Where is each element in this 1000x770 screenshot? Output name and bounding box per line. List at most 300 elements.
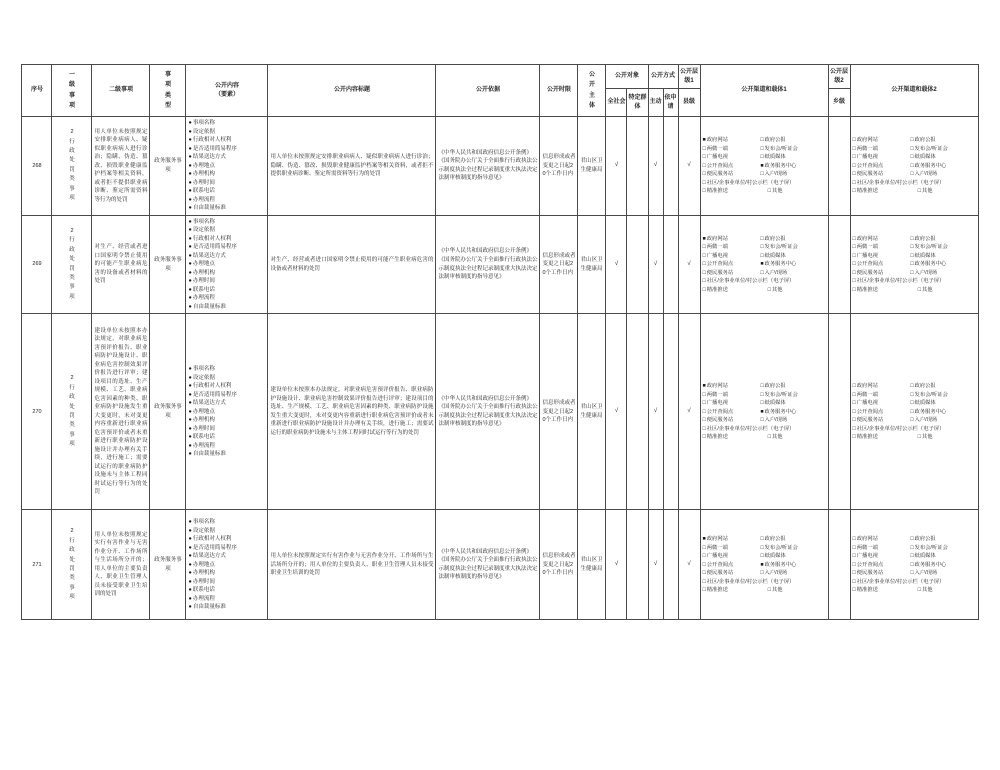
checkbox-unchecked-icon: □ (852, 278, 856, 285)
channel-option-label: 发布会/听证会 (914, 391, 948, 398)
content-element-label: 结果送达方式 (192, 553, 226, 560)
bullet-icon: ● (188, 544, 192, 551)
channel-option (702, 252, 764, 260)
checkbox-unchecked-icon: □ (760, 544, 764, 551)
checkbox-unchecked-icon: □ (767, 587, 771, 594)
channel-option (910, 243, 975, 251)
checkbox-unchecked-icon: □ (852, 391, 856, 398)
content-element (188, 416, 265, 425)
channel-option (768, 286, 826, 294)
checkbox-unchecked-icon: □ (852, 383, 856, 390)
bullet-icon: ● (188, 286, 192, 293)
channel-option (760, 561, 825, 569)
channel-option-label: 政府网站 (856, 383, 878, 390)
channel-option (910, 170, 975, 178)
channel-option-label: 两微一端 (706, 544, 728, 551)
checkbox-unchecked-icon: □ (852, 400, 856, 407)
channel-option-label: 广播电视 (856, 252, 878, 259)
checkbox-unchecked-icon: □ (917, 286, 921, 293)
cell-content-elements (186, 510, 268, 620)
cell-check-method-active (648, 510, 663, 620)
cell-basis (436, 314, 540, 510)
channel-option (910, 382, 975, 390)
cell-serial: 271 (22, 510, 52, 620)
bullet-icon: ● (188, 578, 192, 585)
cell-secondary-item: 用人单位未按照规定安排职业病病人、疑似职业病病人进行诊治；隐瞒、伪造、篡改、损毁职业健康监护档案等相关资料，或者拒不提供职业病诊断、鉴定所需资料等行为的处罚 (92, 117, 150, 216)
channel-option (768, 433, 826, 441)
channel-option-label: 公开查阅点 (856, 561, 884, 568)
channel-option (910, 153, 975, 161)
channel-option (910, 544, 975, 552)
content-element (188, 145, 265, 154)
content-element-label: 联系电话 (192, 587, 215, 594)
channel-option-label: 两微一端 (856, 391, 878, 398)
content-element-label: 设定依据 (192, 527, 215, 534)
channel-option (702, 243, 764, 251)
cell-check-county-level (678, 314, 700, 510)
channel-option-label: 政府网站 (856, 235, 878, 242)
cell-check-method-request (663, 117, 678, 216)
content-element-label: 自由裁量标准 (192, 303, 226, 310)
channel-checkbox-list (853, 235, 976, 294)
col-header-serial: 序号 (22, 65, 52, 117)
channel-option (703, 586, 768, 594)
channel-option-label: 政务服务中心 (764, 561, 797, 568)
cell-check-method-active (648, 314, 663, 510)
channel-option-label: 发布会/听证会 (914, 145, 948, 152)
cell-channels-2 (850, 215, 978, 314)
channel-option (703, 187, 768, 195)
bullet-icon: ● (188, 145, 192, 152)
cell-check-township-level (828, 314, 850, 510)
content-element (188, 170, 265, 179)
col-header-target-all: 全社会 (606, 89, 627, 117)
channel-option (852, 391, 914, 399)
content-element (188, 235, 265, 244)
channel-option-label: 广播电视 (856, 553, 878, 560)
col-header-basis: 公开依据 (436, 65, 540, 117)
channel-option (703, 277, 826, 285)
channel-option-label: 政府网站 (706, 235, 728, 242)
channel-option-label: 便民服务站 (856, 171, 884, 178)
channel-option (852, 535, 914, 543)
channel-option-label: 入户/现场 (914, 171, 938, 178)
channel-option-label: 入户/现场 (764, 570, 788, 577)
channel-option (910, 391, 975, 399)
channel-option-label: 政府公报 (764, 536, 786, 543)
basis-document: 《中华人民共和国政府信息公开条例》 (438, 548, 532, 555)
content-element-label: 办理机构 (192, 417, 215, 424)
bullet-icon: ● (188, 269, 192, 276)
checkbox-unchecked-icon: □ (852, 179, 856, 186)
bullet-icon: ● (188, 434, 192, 441)
checkbox-unchecked-icon: □ (760, 391, 764, 398)
content-element (188, 374, 265, 383)
cell-item-type: 政务服务事项 (150, 314, 186, 510)
table-row (22, 215, 978, 314)
channel-option (910, 408, 975, 416)
channel-option (853, 586, 918, 594)
bullet-icon: ● (188, 235, 192, 242)
content-element (188, 561, 265, 570)
checkbox-checked-icon: ■ (702, 137, 706, 144)
bullet-icon: ● (188, 179, 192, 186)
checkbox-unchecked-icon: □ (702, 553, 706, 560)
checkbox-unchecked-icon: □ (767, 434, 771, 441)
channel-option (852, 170, 914, 178)
basis-document: 《国务院办公厅关于全面推行行政执法公示制度执法全过程记录制度重大执法决定法制审核制度的指导意见》 (438, 404, 538, 428)
channel-option (703, 425, 826, 433)
channel-option (760, 382, 825, 390)
cell-level1-item (52, 117, 92, 216)
channel-option-label: 纸质媒体 (914, 400, 936, 407)
channel-option-label: 公开查阅点 (856, 162, 884, 169)
channel-option-label: 其他 (771, 188, 783, 194)
checkbox-unchecked-icon: □ (852, 425, 856, 432)
table-body (22, 117, 978, 620)
channel-option (702, 153, 764, 161)
bullet-icon: ● (188, 154, 192, 161)
checkbox-unchecked-icon: □ (852, 244, 856, 251)
channel-option-label: 政府网站 (706, 383, 728, 390)
checkbox-unchecked-icon: □ (702, 587, 706, 594)
content-element-label: 办理流程 (192, 196, 215, 203)
basis-document: 《中华人民共和国政府信息公开条例》 (438, 149, 532, 156)
channel-option (910, 136, 975, 144)
channel-option (910, 416, 975, 424)
checkbox-unchecked-icon: □ (852, 553, 856, 560)
content-element-label: 联系电话 (192, 188, 215, 195)
bullet-icon: ● (188, 400, 192, 407)
cell-secondary-item: 建设单位未按照本办法规定，对职业病危害预评价报告、职业病防护设施设计、职业病危害控制效果评价报告进行评审；建设项目的选址、生产规模、工艺、职业病危害因素的种类、职业病防护设施发生重大变更时，未对变更内容重新进行职业病危害预评价或者未重新进行职业病防护设施设计并办理有关手续，进行施工；需要试运行的职业病防护设施未与主体工程同时试运行等行为的处罚 (92, 314, 150, 510)
channel-option (853, 578, 976, 586)
channel-option-label: 公开查阅点 (706, 408, 734, 415)
table-row (22, 510, 978, 620)
channel-option (852, 416, 914, 424)
content-element-label: 行政相对人权利 (192, 383, 232, 390)
checkbox-checked-icon: ■ (760, 408, 764, 415)
col-header-content-elements (186, 65, 268, 117)
channel-option (760, 569, 825, 577)
channel-option-label: 精准推送 (706, 188, 728, 194)
channel-option (852, 399, 914, 407)
bullet-icon: ● (188, 561, 192, 568)
checkbox-unchecked-icon: □ (910, 570, 914, 577)
content-element-label: 事项名称 (192, 366, 215, 372)
col-header-content-title: 公开内容标题 (268, 65, 436, 117)
channel-checkbox-list (853, 382, 976, 441)
checkbox-unchecked-icon: □ (702, 561, 706, 568)
content-element (188, 425, 265, 434)
channel-option-label: 精准推送 (706, 587, 728, 594)
channel-option-label: 两微一端 (706, 391, 728, 398)
checkbox-unchecked-icon: □ (702, 417, 706, 424)
cell-level1-item (52, 215, 92, 314)
channel-option (760, 544, 825, 552)
cell-item-type: 政务服务事项 (150, 215, 186, 314)
content-element (188, 578, 265, 587)
channel-option (853, 433, 918, 441)
cell-item-type: 政务服务事项 (150, 117, 186, 216)
content-element-label: 办理机构 (192, 171, 215, 178)
content-element-label: 办理时间 (192, 278, 215, 285)
content-element (188, 433, 265, 442)
checkbox-unchecked-icon: □ (910, 400, 914, 407)
channel-option (760, 136, 825, 144)
cell-basis (436, 510, 540, 620)
checkbox-unchecked-icon: □ (852, 434, 856, 441)
channel-option (910, 561, 975, 569)
checkbox-unchecked-icon: □ (702, 578, 706, 585)
bullet-icon: ● (188, 188, 192, 195)
content-element (188, 569, 265, 578)
channel-option (852, 561, 914, 569)
content-element (188, 399, 265, 408)
channel-option-label: 广播电视 (706, 400, 728, 407)
col-header-channel2: 公开渠道和载体2 (850, 65, 978, 117)
checkbox-unchecked-icon: □ (760, 235, 764, 242)
bullet-icon: ● (188, 196, 192, 203)
checkbox-unchecked-icon: □ (702, 286, 706, 293)
content-element (188, 226, 265, 235)
checkmark-icon: √ (614, 561, 619, 568)
channel-option (703, 433, 768, 441)
content-element-label: 自由裁量标准 (192, 205, 226, 212)
checkbox-unchecked-icon: □ (760, 137, 764, 144)
bullet-icon: ● (188, 417, 192, 424)
cell-check-target-specific (627, 215, 648, 314)
col-header-level2: 二级事项 (92, 65, 150, 117)
content-element (188, 391, 265, 400)
content-element-label: 办理流程 (192, 595, 215, 602)
col-header-target-specific: 特定群体 (627, 89, 648, 117)
channel-option-label: 发布会/听证会 (764, 244, 798, 251)
channel-option-label: 广播电视 (856, 400, 878, 407)
cell-check-county-level (678, 215, 700, 314)
col-header-time-limit: 公开时限 (540, 65, 578, 117)
cell-channels-2 (850, 117, 978, 216)
channel-option (702, 145, 764, 153)
channel-option-label: 社区/企事业单位/村公示栏（电子屏） (706, 425, 795, 432)
channel-option (760, 153, 825, 161)
channel-checkbox-list (703, 136, 826, 195)
col-header-item-type (150, 65, 186, 117)
channel-option-label: 发布会/听证会 (914, 244, 948, 251)
channel-option (852, 145, 914, 153)
channel-option-label: 广播电视 (856, 154, 878, 161)
cell-check-target-all (606, 215, 627, 314)
content-element (188, 119, 265, 128)
checkbox-unchecked-icon: □ (852, 561, 856, 568)
channel-option (910, 269, 975, 277)
cell-check-target-all (606, 510, 627, 620)
bullet-icon: ● (188, 244, 192, 251)
channel-option (918, 433, 976, 441)
cell-content-elements (186, 117, 268, 216)
content-element (188, 408, 265, 417)
bullet-icon: ● (188, 519, 192, 525)
cell-check-target-specific (627, 314, 648, 510)
content-element (188, 187, 265, 196)
checkbox-unchecked-icon: □ (702, 408, 706, 415)
checkmark-icon: √ (653, 260, 658, 267)
bullet-icon: ● (188, 391, 192, 398)
cell-time-limit: 信息形成或者变更之日起20个工作日内 (540, 215, 578, 314)
col-header-township-level: 乡级 (828, 89, 850, 117)
cell-subject: 君山区卫生健康局 (578, 510, 606, 620)
bullet-icon: ● (188, 278, 192, 285)
cell-check-county-level (678, 510, 700, 620)
channel-option-label: 政府公报 (914, 235, 936, 242)
channel-option (852, 235, 914, 243)
content-element-label: 是否适用简易程序 (192, 145, 237, 152)
table-header (22, 65, 978, 117)
channel-option-label: 公开查阅点 (706, 261, 734, 268)
col-header-item-type-label: 事项类型 (164, 72, 171, 109)
bullet-icon: ● (188, 128, 192, 135)
channel-option-label: 政务服务中心 (914, 162, 947, 169)
channel-option-label: 政府公报 (914, 137, 936, 144)
checkbox-unchecked-icon: □ (702, 188, 706, 194)
cell-check-target-specific (627, 117, 648, 216)
cell-serial: 269 (22, 215, 52, 314)
checkbox-unchecked-icon: □ (910, 417, 914, 424)
basis-document: 《中华人民共和国政府信息公开条例》 (438, 395, 532, 402)
col-header-county-level: 县级 (678, 89, 700, 117)
channel-option-label: 广播电视 (706, 553, 728, 560)
cell-level1-item (52, 314, 92, 510)
channel-option (760, 399, 825, 407)
content-element-label: 联系电话 (192, 434, 215, 441)
checkbox-unchecked-icon: □ (702, 261, 706, 268)
content-element (188, 252, 265, 261)
channel-option (852, 162, 914, 170)
channel-option-label: 便民服务站 (856, 269, 884, 276)
bullet-icon: ● (188, 252, 192, 259)
channel-option-label: 政府公报 (764, 235, 786, 242)
channel-option (760, 260, 825, 268)
content-element (188, 518, 265, 527)
table-row (22, 314, 978, 510)
channel-option (702, 235, 764, 243)
channel-option (910, 162, 975, 170)
cell-serial: 270 (22, 314, 52, 510)
channel-option-label: 其他 (921, 286, 933, 293)
bullet-icon: ● (188, 261, 192, 268)
channel-option-label: 精准推送 (706, 434, 728, 441)
checkbox-unchecked-icon: □ (852, 408, 856, 415)
content-element-label: 是否适用简易程序 (192, 244, 237, 251)
channel-option-label: 公开查阅点 (706, 561, 734, 568)
content-element (188, 218, 265, 227)
channel-option (910, 399, 975, 407)
checkmark-icon: √ (653, 408, 658, 415)
channel-option-label: 纸质媒体 (764, 400, 786, 407)
channel-option (760, 269, 825, 277)
channel-option (852, 552, 914, 560)
bullet-icon: ● (188, 408, 192, 415)
channel-option (760, 243, 825, 251)
channel-option-label: 广播电视 (706, 252, 728, 259)
content-element (188, 204, 265, 213)
channel-option (852, 243, 914, 251)
checkbox-unchecked-icon: □ (852, 417, 856, 424)
cell-content-title: 用人单位未按照规定实行有害作业与无害作业分开、工作场所与生活场所分开的；用人单位的主要负责人、职业卫生管理人员未接受职业卫生培训的处罚 (268, 510, 436, 620)
checkbox-unchecked-icon: □ (910, 383, 914, 390)
content-element-label: 结果送达方式 (192, 154, 226, 161)
basis-document: 《中华人民共和国政府信息公开条例》 (438, 248, 532, 255)
content-element (188, 595, 265, 604)
checkbox-unchecked-icon: □ (910, 244, 914, 251)
content-element (188, 586, 265, 595)
channel-option (910, 145, 975, 153)
checkbox-unchecked-icon: □ (917, 434, 921, 441)
cell-basis (436, 215, 540, 314)
channel-option (918, 286, 976, 294)
cell-secondary-item: 对生产、经营或者进口国家明令禁止使用的可能产生职业病危害的设备或者材料的处罚 (92, 215, 150, 314)
cell-check-method-request (663, 510, 678, 620)
col-header-subject-label: 公开主体 (588, 72, 595, 109)
checkbox-unchecked-icon: □ (910, 235, 914, 242)
channel-option-label: 政府公报 (914, 383, 936, 390)
cell-time-limit: 信息形成或者变更之日起20个工作日内 (540, 314, 578, 510)
channel-option (852, 569, 914, 577)
channel-option-label: 政务服务中心 (914, 261, 947, 268)
channel-option (853, 187, 918, 195)
cell-check-method-active (648, 215, 663, 314)
channel-option-label: 政府网站 (706, 137, 728, 144)
content-element-label: 联系电话 (192, 286, 215, 293)
cell-level1-item (52, 510, 92, 620)
checkmark-icon: √ (687, 260, 691, 267)
col-header-target-group: 公开对象 (606, 65, 648, 89)
channel-option-label: 便民服务站 (706, 269, 734, 276)
channel-option-label: 其他 (921, 434, 933, 441)
cell-check-target-all (606, 117, 627, 216)
cell-check-method-request (663, 215, 678, 314)
checkmark-icon: √ (614, 260, 619, 267)
checkmark-icon: √ (687, 408, 691, 415)
checkbox-unchecked-icon: □ (702, 434, 706, 441)
checkbox-unchecked-icon: □ (910, 154, 914, 161)
channel-option (702, 391, 764, 399)
content-element (188, 196, 265, 205)
channel-option (702, 382, 764, 390)
checkbox-checked-icon: ■ (702, 235, 706, 242)
cell-item-type: 政务服务事项 (150, 510, 186, 620)
channel-option-label: 政务服务中心 (764, 162, 797, 169)
channel-option (702, 170, 764, 178)
bullet-icon: ● (188, 162, 192, 169)
col-header-level1-label: 一级事项 (68, 72, 75, 109)
checkbox-unchecked-icon: □ (910, 561, 914, 568)
channel-option (768, 187, 826, 195)
checkbox-unchecked-icon: □ (852, 171, 856, 178)
channel-option-label: 广播电视 (706, 154, 728, 161)
content-element (188, 442, 265, 451)
level1-item-text: 2行政处罚类事项 (69, 129, 75, 201)
channel-option-label: 纸质媒体 (914, 154, 936, 161)
content-element-label: 办理机构 (192, 570, 215, 577)
content-element (188, 603, 265, 612)
channel-option-label: 发布会/听证会 (764, 544, 798, 551)
content-element (188, 552, 265, 561)
checkbox-unchecked-icon: □ (760, 252, 764, 259)
channel-option (702, 561, 764, 569)
col-header-level1 (52, 65, 92, 117)
channel-option-label: 便民服务站 (706, 570, 734, 577)
content-element-label: 事项名称 (192, 120, 215, 126)
